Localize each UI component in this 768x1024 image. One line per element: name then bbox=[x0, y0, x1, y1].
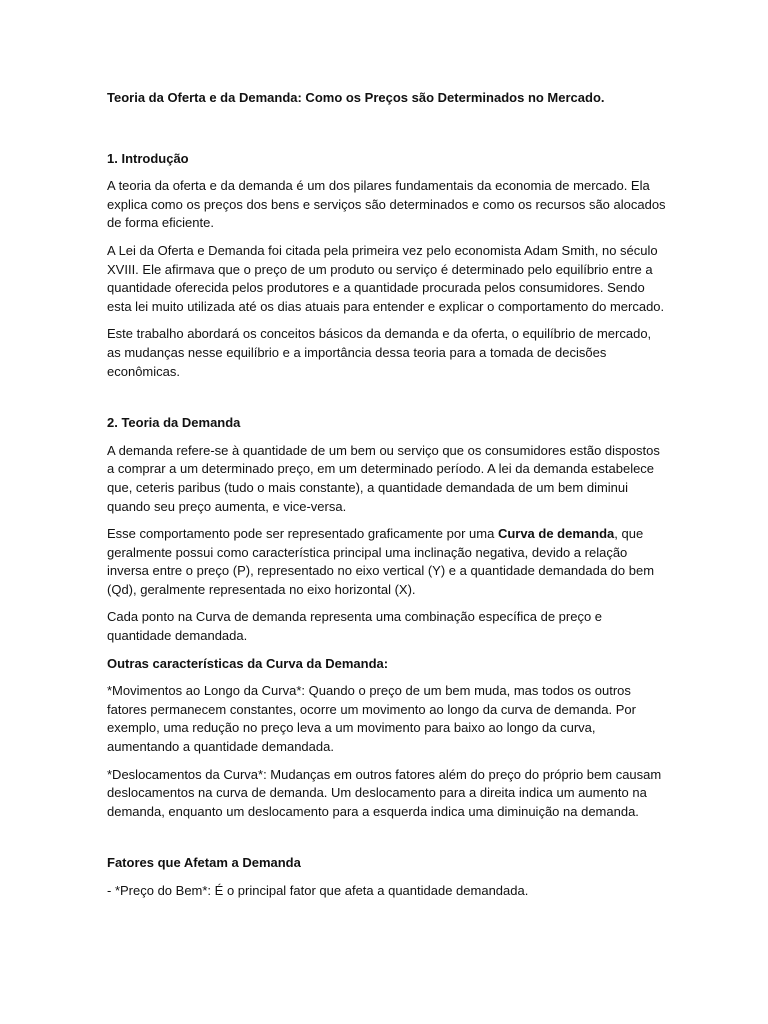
document-title: Teoria da Oferta e da Demanda: Como os Preços são Determinados no Mercado. bbox=[107, 90, 605, 105]
document-body bbox=[107, 89, 667, 901]
paragraph-demanda-3: Cada ponto na Curva de demanda representa uma combinação específica de preço e quantidade demandada. bbox=[107, 609, 603, 644]
section-heading-introducao: 1. Introdução bbox=[107, 150, 189, 166]
paragraph-movimentos: *Movimentos ao Longo da Curva*: Quando o preço de um bem muda, mas todos os outros fatores permanecem constantes, ocorre um movimento ao longo da curva de demanda. Por exemplo, uma redução no preço leva a um movimento para baixo ao longo da curva, aumentando a quantidade demandada. bbox=[107, 683, 636, 755]
paragraph-introducao-3: Este trabalho abordará os conceitos básicos da demanda e da oferta, o equilíbrio de mercado, as mudanças nesse equilíbrio e a importância dessa teoria para a tomada de decisões econômicas. bbox=[107, 326, 652, 379]
paragraph-introducao-2: A Lei da Oferta e Demanda foi citada pela primeira vez pelo economista Adam Smith, no século XVIII. Ele afirmava que o preço de um produto ou serviço é determinado pelo equilíbrio entre a quantidade oferecida pelos produtores e a quantidade procurada pelos consumidores. Sendo esta lei muito utilizada até os dias atuais para entender e explicar o comportamento do mercado. bbox=[107, 242, 665, 314]
paragraph-demanda-2-end: , que geralmente possui como característica principal uma inclinação negativa, devido a relação inversa entre o preço (P), representado no eixo vertical (Y) e a quantidade demandada do bem (Qd), geralmente representada no eixo horizontal (X). bbox=[107, 526, 655, 597]
paragraph-deslocamentos: *Deslocamentos da Curva*: Mudanças em outros fatores além do preço do próprio bem causam deslocamentos na curva de demanda. Um deslocamento para a direita indica um aumento na demanda, enquanto um deslocamento para a esquerda indica uma diminuição na demanda. bbox=[107, 766, 662, 819]
list-item-preco-do-bem: - *Preço do Bem*: É o principal fator que afeta a quantidade demandada. bbox=[107, 883, 529, 898]
paragraph-demanda-2 bbox=[107, 525, 667, 599]
section-heading-demanda: 2. Teoria da Demanda bbox=[107, 415, 241, 431]
section-heading-fatores: Fatores que Afetam a Demanda bbox=[107, 855, 301, 871]
subheading-caracteristicas: Outras características da Curva da Demanda: bbox=[107, 655, 389, 671]
paragraph-demanda-1: A demanda refere-se à quantidade de um bem ou serviço que os consumidores estão dispostos a comprar a um determinado preço, em um determinado período. A lei da demanda estabelece que, ceteris paribus (tudo o mais constante), a quantidade demandada de um bem diminui quando seu preço aumenta, e vice-versa. bbox=[107, 442, 660, 514]
paragraph-demanda-2-start: Esse comportamento pode ser representado graficamente por uma bbox=[107, 526, 498, 542]
curva-de-demanda-term: Curva de demanda bbox=[497, 526, 615, 542]
paragraph-introducao-1: A teoria da oferta e da demanda é um dos pilares fundamentais da economia de mercado. Ela explica como os preços dos bens e serviços são determinados e como os recursos são alocados de forma eficiente. bbox=[107, 178, 666, 231]
